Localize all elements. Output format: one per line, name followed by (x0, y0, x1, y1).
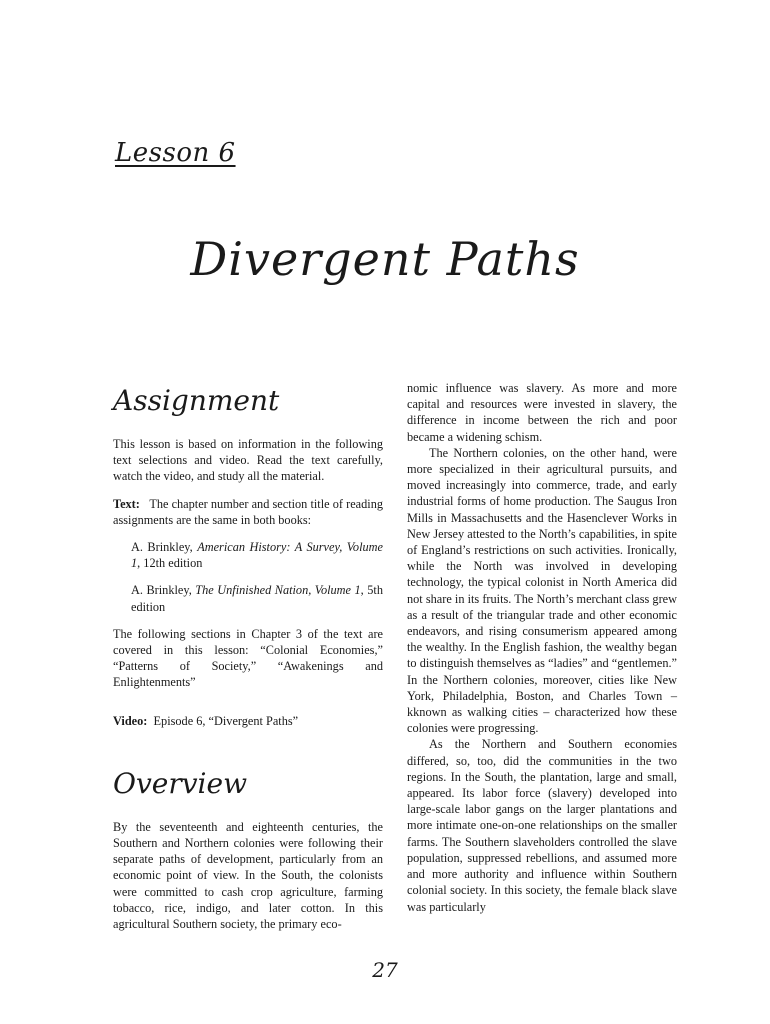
text-body: The chapter number and section title of reading assignments are the same in both books: (113, 496, 383, 527)
book2-title: The Unfinished Nation, Volume 1 (195, 583, 361, 598)
assignment-intro: This lesson is based on information in the following text selections and video. Read the text carefully, watch the video, and study all the material. (113, 437, 383, 484)
book1-title: American History: A Survey, Volume 1 (131, 540, 383, 571)
book1-edition: , 12th edition (137, 556, 203, 571)
right-column (407, 380, 677, 915)
text-note (113, 496, 383, 528)
assignment-heading: Assignment (113, 384, 280, 417)
book-reference-2 (113, 582, 383, 614)
video-label: Video: (113, 713, 148, 728)
video-note (113, 713, 383, 729)
page-number: 27 (372, 958, 398, 982)
sections-note: The following sections in Chapter 3 of the text are covered in this lesson: “Colonial Economies,” “Patterns of Society,” “Awakenings and Enlightenments” (113, 626, 383, 690)
overview-paragraph-3: As the Northern and Southern economies differed, so, too, did the communities in the two regions. In the South, the plantation, large and small, appeared. Its labor force (slavery) developed into large-scale labor gangs on the larger plantations and more intimate one-on-one relationships on the smaller farms. The Southern slaveholders controlled the slave population, suppressed rebellions, and assumed more and more authority and influence within Southern colonial society. In this society, the female black slave was particularly (407, 737, 677, 914)
overview-paragraph-1-continued: nomic influence was slavery. As more and more capital and resources were invested in slavery, the difference in income between the rich and poor became a widening schism. (407, 381, 677, 444)
overview-heading: Overview (113, 766, 248, 800)
overview-paragraph-2: The Northern colonies, on the other hand, were more specialized in their agricultural pursuits, and moved increasingly into commerce, trade, and early industrial forms of home production. The Saugus Iron Mills in Massachusetts and the Hasenclever Works in New Jersey attested to the North’s capabilities, in spite of England’s restrictions on such activities. Ironically, while the North was involved in developing technology, the typical colonist in North America did not share in its fruits. The North’s merchant class grew as a result of the triangular trade and other economic endeavors, and rising consumerism appeared among the wealthy. In the English fashion, the wealthy began to distinguish themselves as “ladies” and “gentlemen.” In the Northern colonies, moreover, cities like New York, Philadelphia, Boston, and Charles Town – kknown as walking cities – characterized how these colonies were progressing. (407, 445, 677, 736)
book1-author: A. Brinkley, (131, 540, 198, 555)
lesson-label: Lesson 6 (115, 138, 236, 168)
page-title: Divergent Paths (190, 232, 580, 286)
book2-author: A. Brinkley, (131, 583, 196, 598)
book-reference-1 (113, 539, 383, 571)
left-column (113, 380, 383, 932)
overview-paragraph-1: By the seventeenth and eighteenth centuries, the Southern and Northern colonies were following their separate paths of development, particularly from an economic point of view. In the South, the colonists were committed to cash crop agriculture, farming tobacco, rice, indigo, and later cotton. In this agricultural Southern society, the primary eco- (113, 819, 383, 932)
book2-edition: , 5th edition (131, 583, 383, 614)
video-body: Episode 6, “Divergent Paths” (153, 713, 299, 728)
text-label: Text: (113, 496, 140, 511)
